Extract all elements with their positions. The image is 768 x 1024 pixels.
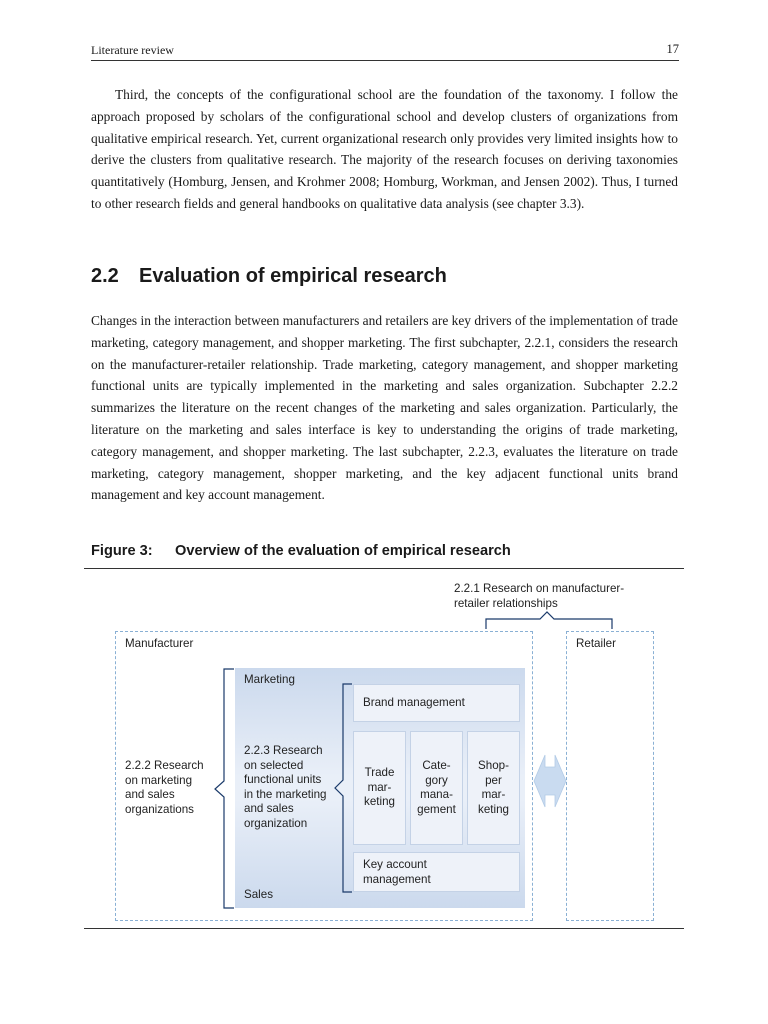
figure-label: Figure 3: [91,543,153,559]
research-223-label [244,744,327,832]
brand-management-label: Brand management [363,696,465,709]
research-221-line2: retailer relationships [454,596,558,610]
sales-label: Sales [244,888,274,901]
shopper-marketing-box [467,731,520,845]
retailer-label: Retailer [576,637,616,650]
research-222-line3: and sales [125,788,175,802]
figure-title: Overview of the evaluation of empirical research [175,543,511,559]
category-management-box [410,731,463,845]
shopper-marketing-line3: mar- [481,788,506,802]
brand-management-box [353,684,520,722]
research-223-line4: in the marketing [244,787,327,801]
category-management-line4: gement [417,802,456,816]
trade-marketing-line2: mar- [367,780,392,794]
shopper-marketing-line1: Shop- [478,759,509,772]
shopper-marketing-line2: per [485,773,502,787]
research-222-line2: on marketing [125,773,193,787]
key-account-line1: Key account [363,858,427,871]
paragraph-configurational: Third, the concepts of the configurational school are the foundation of the taxonomy. I follow the approach proposed by scholars of the configurational school and develop clusters of organizations from qualitative empirical research. Yet, current organizational research only provides very limited insights how to derive the clusters from qualitative research. The majority of the research focuses on deriving taxonomies quantitatively (Homburg, Jensen, and Krohmer 2008; Homburg, Workman, and Jensen 2002). Thus, I turned to other research fields and general handbooks on qualitative data analysis (see chapter 3.3). [91,87,678,211]
trade-marketing-line3: keting [364,795,395,809]
page-number: 17 [666,42,679,56]
trade-marketing-line1: Trade [364,766,395,779]
key-account-line2: management [363,872,431,886]
manufacturer-label: Manufacturer [125,637,194,650]
figure-top-rule [84,568,684,569]
research-221-line1: 2.2.1 Research on manufacturer- [454,582,625,595]
header-section: Literature review [91,43,174,57]
research-222-line1: 2.2.2 Research [125,759,204,772]
retailer-box [566,631,654,921]
figure-bottom-rule [84,928,684,929]
shopper-marketing-line4: keting [478,802,509,816]
category-management-line3: mana- [420,788,453,802]
research-223-line5: and sales [244,802,294,816]
figure-caption [91,543,511,559]
research-222-label [125,759,204,817]
research-221-bracket [486,612,612,629]
trade-marketing-box [353,731,406,845]
section-number: 2.2 [91,265,119,287]
category-management-line2: gory [425,773,448,787]
marketing-label: Marketing [244,673,295,686]
category-management-line1: Cate- [422,759,451,772]
research-222-line4: organizations [125,802,194,816]
research-223-line2: on selected [244,758,304,772]
research-223-line3: functional units [244,773,322,787]
double-arrow [534,755,566,807]
research-223-line1: 2.2.3 Research [244,744,323,757]
key-account-box [353,852,520,892]
running-header [91,42,679,61]
research-221-label [454,582,624,611]
paragraph-evaluation: Changes in the interaction between manufacturers and retailers are key drivers of the implementation of trade marketing, category management, and shopper marketing. The first subchapter, 2.2.1, considers the research on the manufacturer-retailer relationship. Trade marketing, category management, and shopper marketing functional units are typically implemented in the marketing and sales organization. Subchapter 2.2.2 summarizes the literature on the recent changes of the marketing and sales organization. Particularly, the literature on the marketing and sales interface is key to understanding the origins of trade marketing, category management, and shopper marketing. The last subchapter, 2.2.3, evaluates the literature on trade marketing, category management, shopper marketing, and the key adjacent functional units brand management and key account management. [91,313,678,503]
research-223-line6: organization [244,816,308,830]
section-heading [91,265,447,288]
section-title: Evaluation of empirical research [139,265,447,287]
